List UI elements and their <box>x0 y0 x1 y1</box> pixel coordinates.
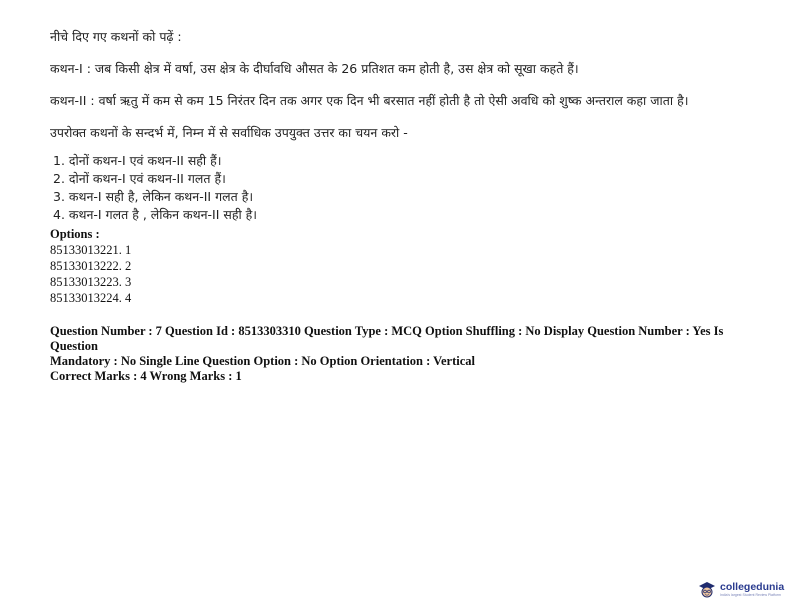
answer-choice: 2. दोनों कथन-I एवं कथन-II गलत हैं। <box>53 171 226 186</box>
options-block <box>50 226 750 306</box>
meta-line-3: Correct Marks : 4 Wrong Marks : 1 <box>50 369 242 383</box>
option-id: 85133013224. 4 <box>50 291 132 305</box>
meta-line-1: Question Number : 7 Question Id : 8513303310 Question Type : MCQ Option Shuffling : No Display Question Number : Yes Is Question <box>50 324 724 353</box>
collegedunia-logo <box>697 578 784 602</box>
option-id: 85133013222. 2 <box>50 259 132 273</box>
logo-tagline: India's largest Student Review Platform <box>720 593 781 597</box>
answer-choices <box>53 152 750 224</box>
statement-1: कथन-I : जब किसी क्षेत्र में वर्षा, उस क्षेत्र के दीर्घावधि औसत के 26 प्रतिशत कम होती है, उस क्षेत्र को सूखा कहते हैं। <box>50 61 579 76</box>
graduate-mascot-icon <box>697 580 717 600</box>
answer-choice: 4. कथन-I गलत है , लेकिन कथन-II सही है। <box>53 207 258 222</box>
options-heading: Options : <box>50 227 100 241</box>
question-intro: नीचे दिए गए कथनों को पढ़ें : <box>50 29 182 44</box>
meta-line-2: Mandatory : No Single Line Question Option : No Option Orientation : Vertical <box>50 354 476 368</box>
answer-choice: 1. दोनों कथन-I एवं कथन-II सही हैं। <box>53 153 222 168</box>
option-id: 85133013221. 1 <box>50 243 132 257</box>
instruction: उपरोक्त कथनों के सन्दर्भ में, निम्न में से सर्वाधिक उपयुक्त उत्तर का चयन करो - <box>50 125 408 140</box>
question-area <box>50 28 750 384</box>
question-meta <box>50 324 750 384</box>
option-id: 85133013223. 3 <box>50 275 132 289</box>
logo-name: collegedunia <box>720 581 785 593</box>
answer-choice: 3. कथन-I सही है, लेकिन कथन-II गलत है। <box>53 189 254 204</box>
statement-2: कथन-II : वर्षा ऋतु में कम से कम 15 निरंतर दिन तक अगर एक दिन भी बरसात नहीं होती है तो ऐसी अवधि को शुष्क अन्तराल कहा जाता है। <box>50 93 689 108</box>
